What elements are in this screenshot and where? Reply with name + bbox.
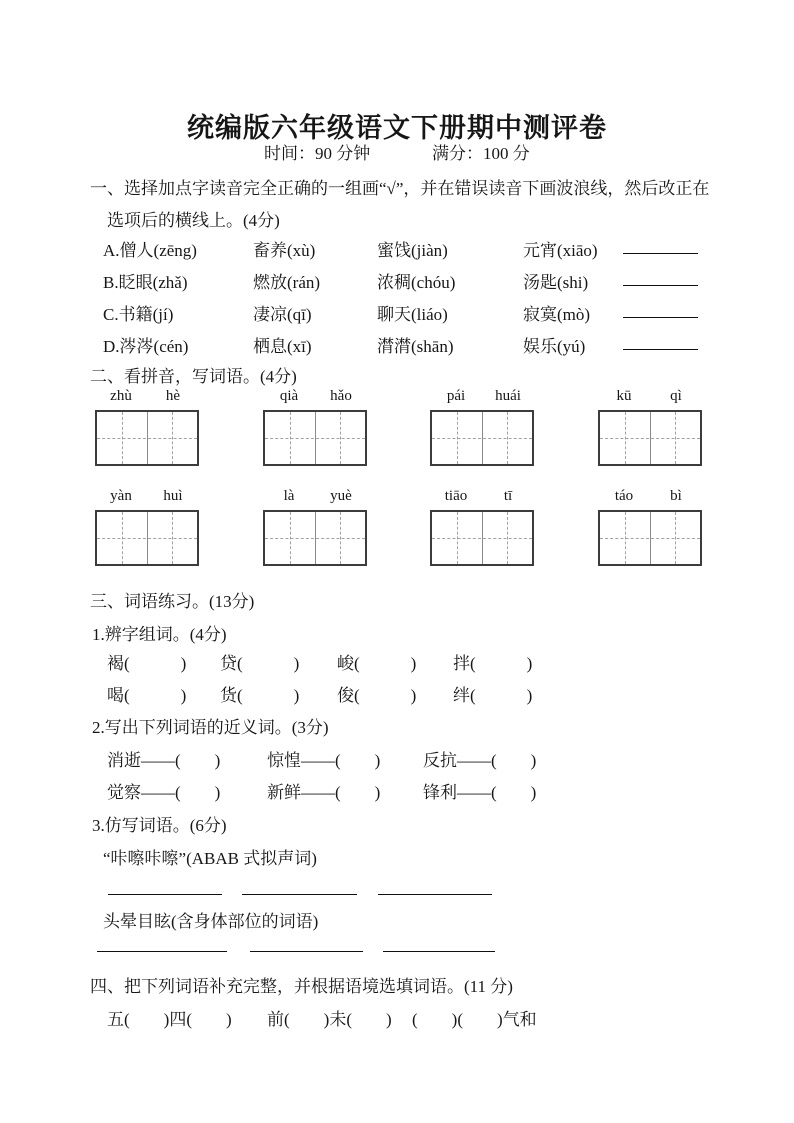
writing-grid xyxy=(263,410,367,466)
answer-blank-line xyxy=(623,268,698,286)
option-cell: 寂寞(mò) xyxy=(523,305,591,324)
blank-line-row xyxy=(0,876,794,900)
pinyin-syllable: là xyxy=(283,488,295,504)
word-form-item: 拌( ) xyxy=(453,654,533,673)
writing-grid xyxy=(430,410,534,466)
synonym-item: 惊惶——( ) xyxy=(267,751,381,770)
synonym-item: 反抗——( ) xyxy=(423,751,537,770)
section3-sub1-heading: 1.辨字组词。(4分) xyxy=(92,625,227,644)
option-cell: C.书籍(jí) xyxy=(103,305,174,324)
pinyin-labels xyxy=(263,388,367,405)
section2-heading: 二、看拼音，写词语。(4分) xyxy=(90,367,297,386)
option-cell: 畜养(xù) xyxy=(253,241,316,260)
writing-grid xyxy=(598,510,702,566)
section1-heading-line1: 一、选择加点字读音完全正确的一组画“√”，并在错误读音下画波浪线，然后改正在 xyxy=(90,179,710,198)
option-cell: 栖息(xī) xyxy=(253,337,312,356)
option-cell: 燃放(rán) xyxy=(253,273,321,292)
idiom-item: 前( )未( ) xyxy=(267,1010,392,1029)
answer-blank-line xyxy=(250,933,363,952)
imitation-prompt-1: “咔嚓咔嚓”(ABAB 式拟声词) xyxy=(103,849,317,868)
pinyin-syllable: yuè xyxy=(330,488,352,504)
pinyin-syllable: qì xyxy=(670,388,682,404)
pinyin-labels xyxy=(430,388,534,405)
option-cell: 元宵(xiāo) xyxy=(523,241,598,260)
pinyin-syllable: yàn xyxy=(110,488,132,504)
pinyin-word-group xyxy=(263,488,367,566)
option-row-b xyxy=(0,268,794,292)
section4-heading: 四、把下列词语补充完整，并根据语境选填词语。(11 分) xyxy=(90,977,513,996)
pinyin-syllable: táo xyxy=(614,488,634,504)
idiom-item: ( )( )气和 xyxy=(412,1010,537,1029)
answer-blank-line xyxy=(623,332,698,350)
option-row-c xyxy=(0,300,794,324)
time-label: 时间：90 分钟 xyxy=(264,144,371,163)
option-cell: 娱乐(yú) xyxy=(523,337,586,356)
section3-sub3-heading: 3.仿写词语。(6分) xyxy=(92,816,227,835)
answer-blank-line xyxy=(623,236,698,254)
option-cell: 浓稠(chóu) xyxy=(377,273,456,292)
answer-blank-line xyxy=(383,933,495,952)
option-cell: 凄凉(qī) xyxy=(253,305,312,324)
pinyin-syllable: hè xyxy=(165,388,181,404)
option-row-a xyxy=(0,236,794,260)
section3-heading: 三、词语练习。(13分) xyxy=(90,592,255,611)
option-cell: 聊天(liáo) xyxy=(377,305,448,324)
idiom-item: 五( )四( ) xyxy=(107,1010,232,1029)
pinyin-labels xyxy=(598,488,702,505)
pinyin-word-group xyxy=(95,388,199,466)
synonym-item: 锋利——( ) xyxy=(423,783,537,802)
writing-grid xyxy=(95,510,199,566)
pinyin-syllable: tī xyxy=(503,488,513,504)
synonym-row xyxy=(0,746,794,770)
word-form-item: 喝( ) xyxy=(107,686,187,705)
word-form-item: 俊( ) xyxy=(337,686,417,705)
answer-blank-line xyxy=(378,876,492,895)
exam-info-line xyxy=(0,139,794,161)
word-form-item: 绊( ) xyxy=(453,686,533,705)
pinyin-word-group xyxy=(430,488,534,566)
word-form-item: 褐( ) xyxy=(107,654,187,673)
imitation-prompt-2: 头晕目眩(含身体部位的词语) xyxy=(103,912,319,931)
synonym-row xyxy=(0,778,794,802)
pinyin-syllable: hǎo xyxy=(330,388,352,404)
pinyin-syllable: qià xyxy=(279,388,299,404)
full-score-label: 满分：100 分 xyxy=(432,144,530,163)
pinyin-labels xyxy=(430,488,534,505)
word-form-item: 货( ) xyxy=(220,686,300,705)
word-form-row xyxy=(0,649,794,673)
writing-grid xyxy=(598,410,702,466)
option-cell: B.眨眼(zhǎ) xyxy=(103,273,188,292)
option-cell: 汤匙(shi) xyxy=(523,273,589,292)
word-form-item: 峻( ) xyxy=(337,654,417,673)
option-cell: 蜜饯(jiàn) xyxy=(377,241,448,260)
pinyin-syllable: bì xyxy=(670,488,682,504)
pinyin-labels xyxy=(598,388,702,405)
blank-line-row xyxy=(0,933,794,957)
writing-grid xyxy=(95,410,199,466)
answer-blank-line xyxy=(97,933,227,952)
pinyin-syllable: kū xyxy=(616,388,632,404)
pinyin-word-group xyxy=(430,388,534,466)
answer-blank-line xyxy=(623,300,698,318)
option-cell: 潸潸(shān) xyxy=(377,337,454,356)
option-row-d xyxy=(0,332,794,356)
option-cell: A.僧人(zēng) xyxy=(103,241,197,260)
pinyin-syllable: zhù xyxy=(110,388,132,404)
pinyin-labels xyxy=(95,388,199,405)
pinyin-labels xyxy=(263,488,367,505)
writing-grid xyxy=(430,510,534,566)
page-title: 统编版六年级语文下册期中测评卷 xyxy=(187,113,607,144)
pinyin-word-group xyxy=(95,488,199,566)
writing-grid xyxy=(263,510,367,566)
synonym-item: 消逝——( ) xyxy=(107,751,221,770)
pinyin-syllable: tiāo xyxy=(444,488,468,504)
section1-heading-line2: 选项后的横线上。(4分) xyxy=(107,211,280,230)
pinyin-word-group xyxy=(263,388,367,466)
pinyin-syllable: huì xyxy=(163,488,183,504)
pinyin-word-group xyxy=(598,388,702,466)
word-form-item: 贷( ) xyxy=(220,654,300,673)
pinyin-word-group xyxy=(598,488,702,566)
synonym-item: 新鲜——( ) xyxy=(267,783,381,802)
pinyin-syllable: huái xyxy=(495,388,521,404)
section3-sub2-heading: 2.写出下列词语的近义词。(3分) xyxy=(92,718,329,737)
answer-blank-line xyxy=(242,876,357,895)
pinyin-labels xyxy=(95,488,199,505)
pinyin-syllable: pái xyxy=(446,388,466,404)
word-form-row xyxy=(0,681,794,705)
idiom-completion-row xyxy=(0,1005,794,1029)
option-cell: D.涔涔(cén) xyxy=(103,337,189,356)
synonym-item: 觉察——( ) xyxy=(107,783,221,802)
answer-blank-line xyxy=(108,876,222,895)
